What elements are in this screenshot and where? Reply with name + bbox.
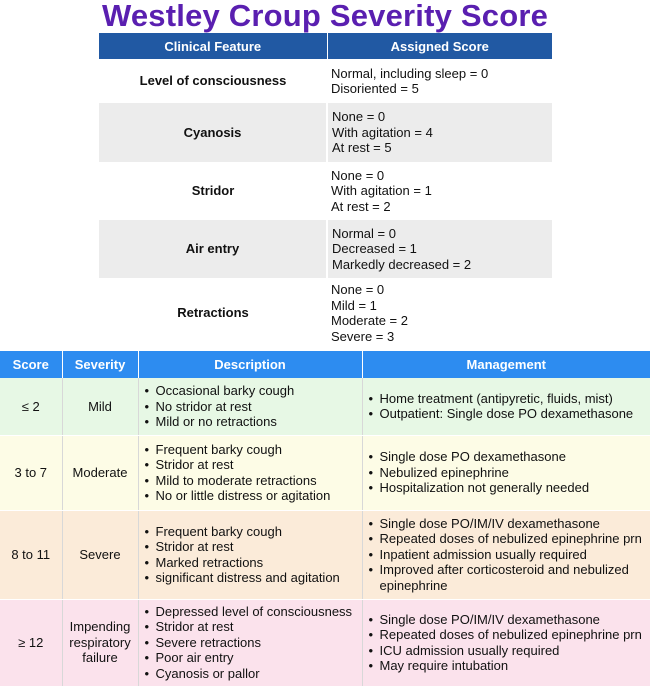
score-cell xyxy=(327,59,552,103)
list-item: • Single dose PO dexamethasone xyxy=(369,449,650,465)
score-cell xyxy=(327,162,552,220)
table-row xyxy=(0,510,650,599)
list-item: • Severe retractions xyxy=(145,635,362,651)
list-item: • Stridor at rest xyxy=(145,619,362,635)
severity-label: Severe xyxy=(62,510,138,599)
feature-label: Level of consciousness xyxy=(139,73,287,89)
list-item: • ICU admission usually required xyxy=(369,643,650,659)
score-range: ≥ 12 xyxy=(0,599,62,686)
header-score: Score xyxy=(0,351,62,378)
severity-label: Mild xyxy=(62,378,138,435)
list-item: • May require intubation xyxy=(369,658,650,674)
list-item: • Repeated doses of nebulized epinephrine prn xyxy=(369,627,650,643)
scoring-table-header xyxy=(99,33,552,59)
list-item: • Single dose PO/IM/IV dexamethasone xyxy=(369,516,650,532)
scoring-table xyxy=(99,33,552,348)
header-description: Description xyxy=(138,351,362,378)
feature-label: Stridor xyxy=(191,183,235,199)
score-line: At rest = 2 xyxy=(331,198,391,214)
feature-label: Retractions xyxy=(177,305,249,321)
list-item: • Outpatient: Single dose PO dexamethasone xyxy=(369,406,650,422)
score-line: None = 0 xyxy=(331,282,385,297)
description-cell xyxy=(138,510,362,599)
list-item: • No or little distress or agitation xyxy=(145,488,362,504)
score-line: Mild = 1 xyxy=(331,297,377,313)
list-item: • Home treatment (antipyretic, fluids, mist) xyxy=(369,391,650,407)
feature-label: Air entry xyxy=(99,220,327,278)
table-row xyxy=(99,220,552,278)
table-row xyxy=(99,103,552,162)
management-cell xyxy=(362,378,650,435)
feature-label: Cyanosis xyxy=(99,103,327,162)
management-cell xyxy=(362,599,650,686)
severity-table xyxy=(0,351,650,687)
page-title: Westley Croup Severity Score xyxy=(101,0,549,33)
list-item: • No stridor at rest xyxy=(145,399,362,415)
list-item: • Poor air entry xyxy=(145,650,362,666)
description-cell xyxy=(138,435,362,510)
list-item: • Stridor at rest xyxy=(145,539,362,555)
table-row xyxy=(0,378,650,435)
list-item: • Occasional barky cough xyxy=(145,383,362,399)
table-row xyxy=(99,162,552,220)
score-range: 8 to 11 xyxy=(0,510,62,599)
header-assigned-score: Assigned Score xyxy=(327,33,552,59)
list-item: • Marked retractions xyxy=(145,555,362,571)
header-severity: Severity xyxy=(62,351,138,378)
header-clinical-feature: Clinical Feature xyxy=(99,33,327,59)
score-line: With agitation = 4 xyxy=(332,124,433,140)
score-range: ≤ 2 xyxy=(0,378,62,435)
severity-label: Impending respiratory failure xyxy=(62,599,138,686)
management-cell xyxy=(362,435,650,510)
list-item: • significant distress and agitation xyxy=(145,570,362,586)
list-item: • Cyanosis or pallor xyxy=(145,666,362,682)
score-line: Normal = 0 xyxy=(332,225,396,241)
score-line: Disoriented = 5 xyxy=(331,81,419,96)
list-item: • Stridor at rest xyxy=(145,457,362,473)
score-line: With agitation = 1 xyxy=(331,183,432,199)
score-line: Normal, including sleep = 0 xyxy=(331,65,489,81)
score-line: Severe = 3 xyxy=(331,328,395,344)
score-cell xyxy=(327,103,552,162)
list-item: • Inpatient admission usually required xyxy=(369,547,650,563)
score-range: 3 to 7 xyxy=(0,435,62,510)
management-cell xyxy=(362,510,650,599)
list-item: • Repeated doses of nebulized epinephrine prn xyxy=(369,531,650,547)
description-cell xyxy=(138,599,362,686)
list-item: • Improved after corticosteroid and nebulized epinephrine xyxy=(369,562,650,593)
severity-label: Moderate xyxy=(62,435,138,510)
severity-table-header xyxy=(0,351,650,378)
table-row xyxy=(0,599,650,686)
table-row xyxy=(0,435,650,510)
list-item: • Nebulized epinephrine xyxy=(369,465,650,481)
list-item: • Hospitalization not generally needed xyxy=(369,480,650,496)
score-line: None = 0 xyxy=(331,167,385,183)
score-line: Moderate = 2 xyxy=(331,313,408,328)
list-item: • Frequent barky cough xyxy=(145,442,362,458)
score-line: None = 0 xyxy=(332,109,386,125)
score-cell xyxy=(327,220,552,278)
list-item: • Mild or no retractions xyxy=(145,414,362,430)
score-line: Markedly decreased = 2 xyxy=(332,256,472,272)
list-item: • Single dose PO/IM/IV dexamethasone xyxy=(369,612,650,628)
score-line: Decreased = 1 xyxy=(332,241,417,257)
table-row xyxy=(99,278,552,348)
description-cell xyxy=(138,378,362,435)
list-item: • Depressed level of consciousness xyxy=(145,604,362,620)
list-item: • Frequent barky cough xyxy=(145,524,362,540)
header-management: Management xyxy=(362,351,650,378)
list-item: • Mild to moderate retractions xyxy=(145,473,362,489)
table-row xyxy=(99,59,552,103)
score-line: At rest = 5 xyxy=(332,140,392,156)
score-cell xyxy=(327,278,552,348)
